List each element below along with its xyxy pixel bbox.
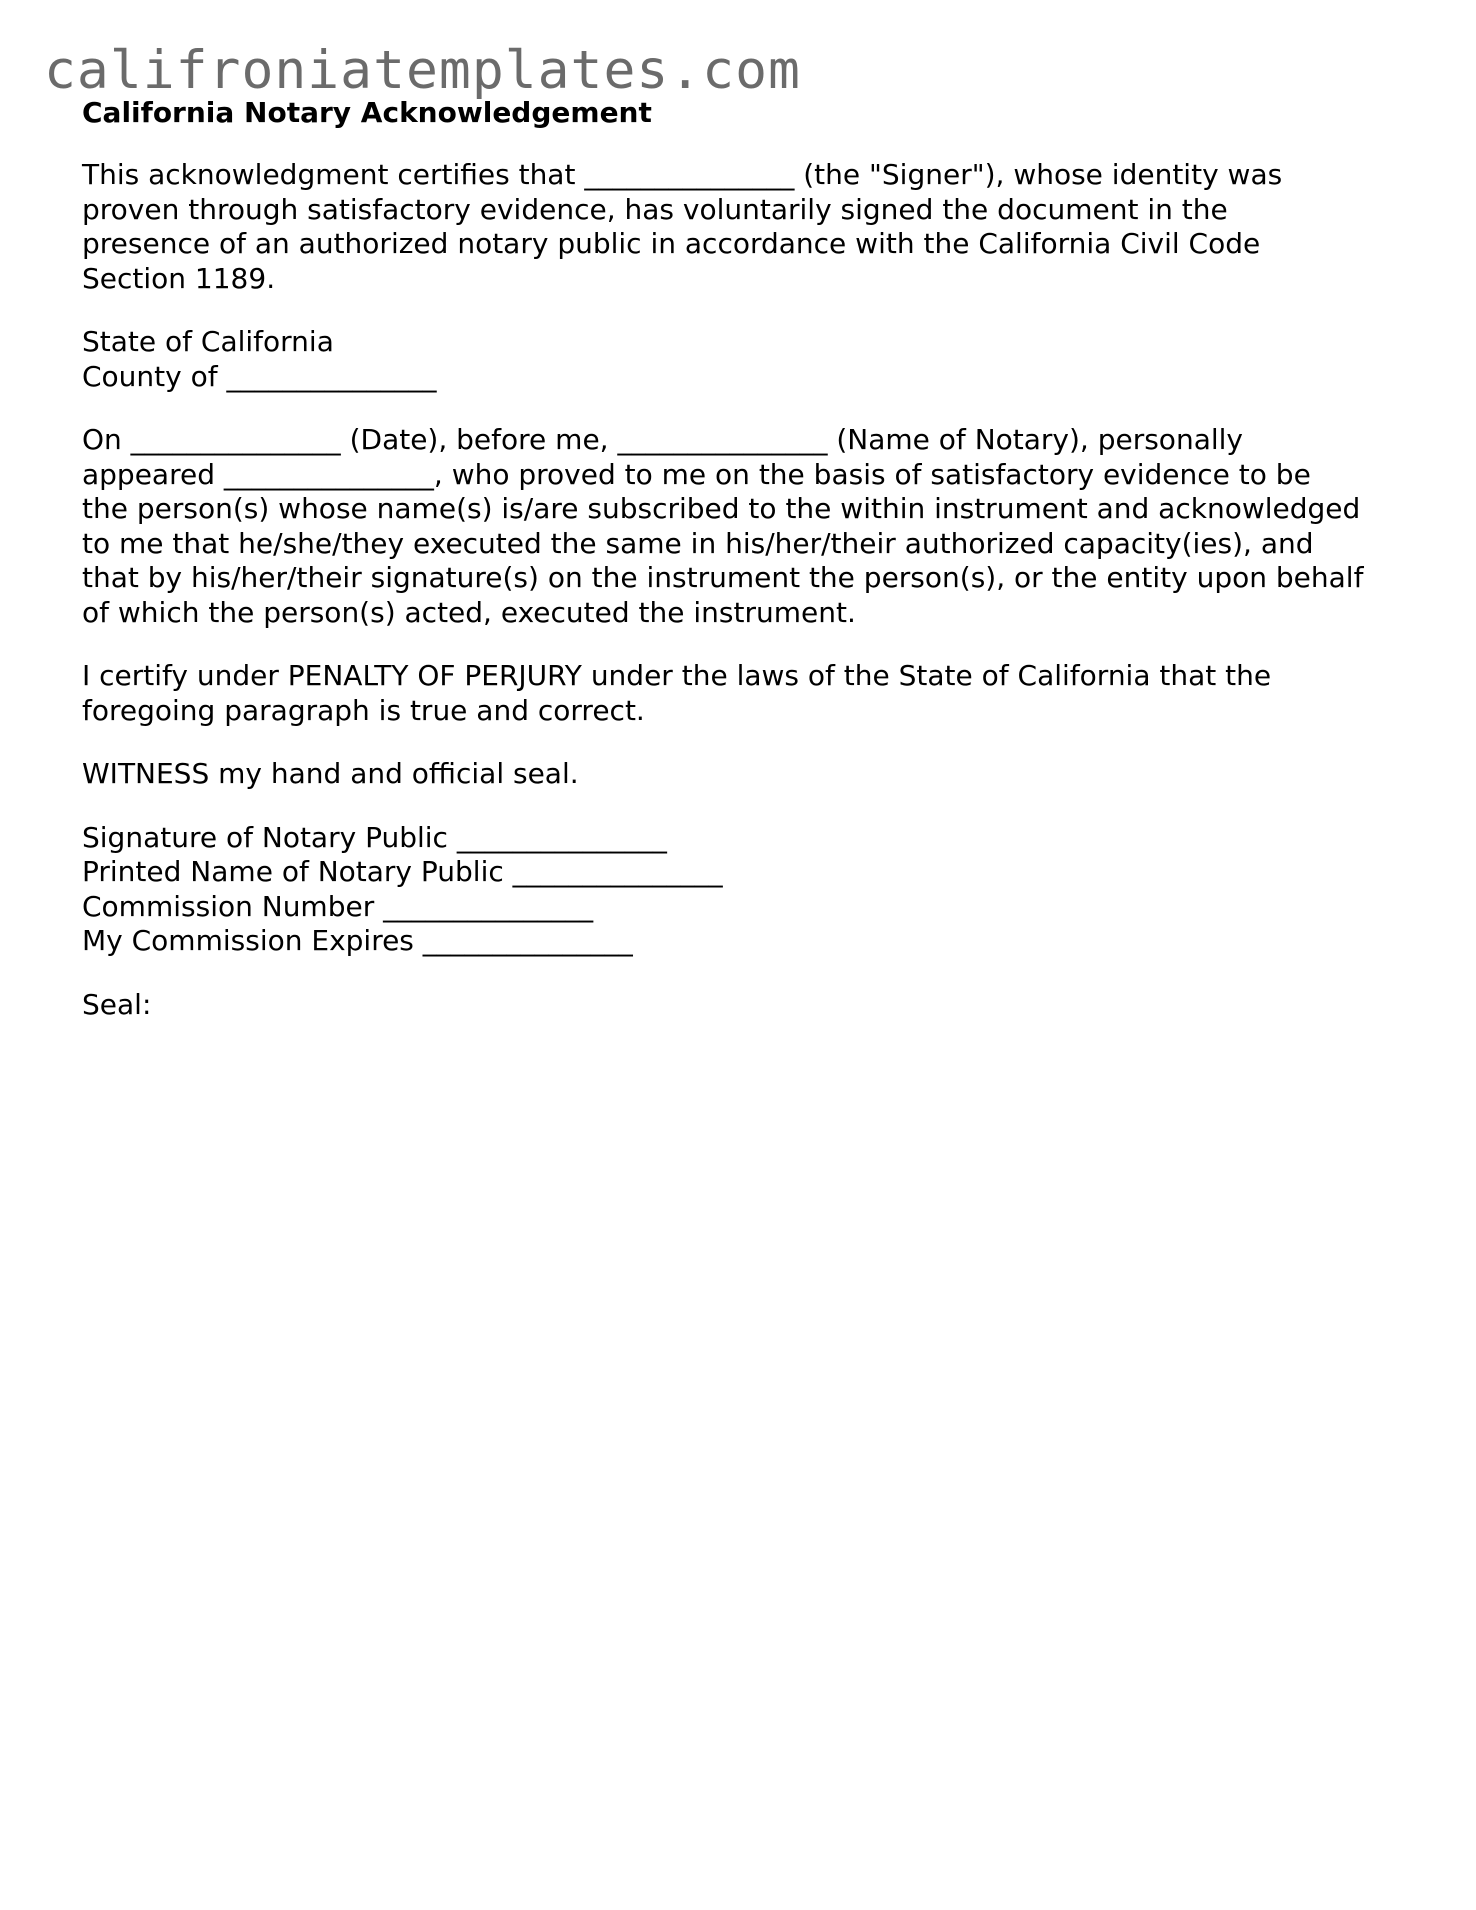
document-body bbox=[82, 96, 1402, 1051]
county-line: County of _______________ bbox=[82, 359, 437, 393]
acknowledgment-line: appeared _______________, who proved to me on the basis of satisfactory evidence to be bbox=[82, 457, 1311, 491]
commission-expires-line: My Commission Expires _______________ bbox=[82, 924, 633, 957]
watermark: califroniatemplates.com bbox=[44, 40, 801, 101]
acknowledgment-line: to me that he/she/they executed the same in his/her/their authorized capacity(ies), and bbox=[82, 526, 1314, 560]
intro-line: presence of an authorized notary public in accordance with the California Civil Code bbox=[82, 227, 1261, 260]
notary-printed-name-line: Printed Name of Notary Public _______________ bbox=[82, 855, 723, 888]
acknowledgment-line: that by his/her/their signature(s) on the instrument the person(s), or the entity upon behalf bbox=[82, 561, 1364, 594]
intro-line: proven through satisfactory evidence, has voluntarily signed the document in the bbox=[82, 192, 1228, 226]
certification-paragraph bbox=[82, 659, 1402, 728]
notary-signature-line: Signature of Notary Public _______________ bbox=[82, 820, 667, 854]
intro-line: Section 1189. bbox=[82, 261, 276, 295]
intro-line: This acknowledgment certifies that _______________ (the "Signer"), whose identity was bbox=[82, 158, 1283, 191]
acknowledgment-line: the person(s) whose name(s) is/are subscribed to the within instrument and acknowledged bbox=[82, 492, 1361, 525]
acknowledgment-line: On _______________ (Date), before me, _______________ (Name of Notary), personally bbox=[82, 423, 1243, 456]
seal-label: Seal: bbox=[82, 987, 152, 1021]
venue-block bbox=[82, 325, 1402, 394]
witness-line: WITNESS my hand and official seal. bbox=[82, 757, 579, 790]
acknowledgment-paragraph bbox=[82, 423, 1402, 630]
acknowledgment-line: of which the person(s) acted, executed the instrument. bbox=[82, 595, 856, 629]
state-line: State of California bbox=[82, 325, 334, 358]
intro-paragraph bbox=[82, 158, 1402, 296]
certification-line: foregoing paragraph is true and correct. bbox=[82, 693, 645, 727]
commission-number-line: Commission Number _______________ bbox=[82, 889, 594, 923]
document-title: California Notary Acknowledgement bbox=[82, 96, 652, 129]
certification-line: I certify under PENALTY OF PERJURY under the laws of the State of California that the bbox=[82, 659, 1272, 692]
notary-block bbox=[82, 821, 1402, 959]
